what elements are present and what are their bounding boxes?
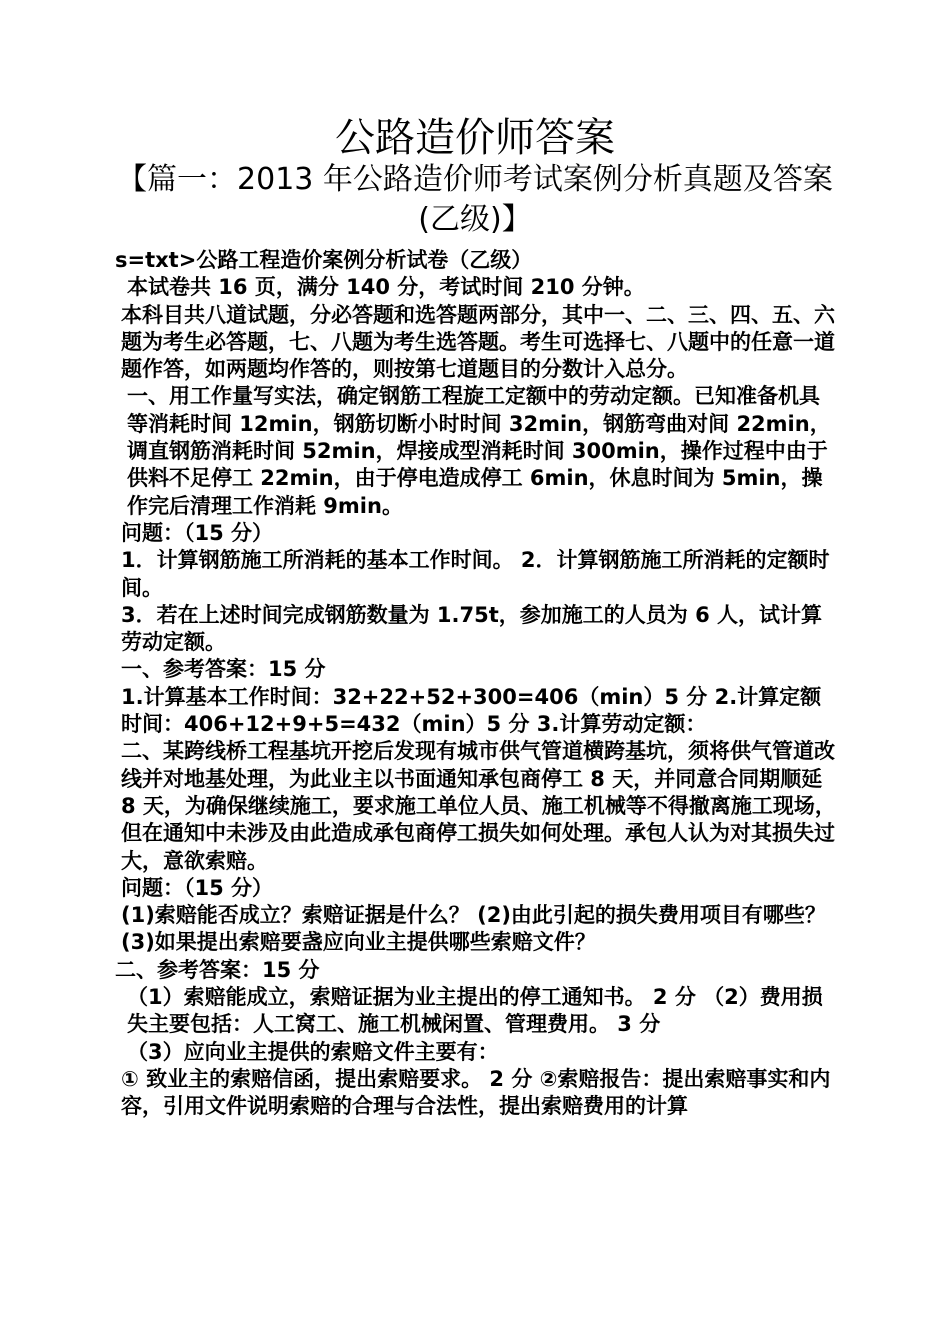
paragraph-answer-2-body: （1）索赔能成立，索赔证据为业主提出的停工通知书。 2 分 （2）费用损失主要包括：人工窝工、施工机械闲置、管理费用。 3 分 — [127, 985, 823, 1037]
paragraph-question-1-item-3: 3．若在上述时间完成钢筋数量为 1.75t，参加施工的人员为 6 人，试计算劳动定额。 — [121, 602, 823, 655]
paragraph-exam-rules: 本科目共八道试题，分必答题和选答题两部分，其中一、二、三、四、五、六题为考生必答题，七、八题为考生选答题。考生可选择七、八题中的任意一道题作答，如两题均作答的，则按第七道题目的分数计入总分。 — [121, 302, 835, 382]
paragraph-exam-info: 本试卷共 16 页，满分 140 分，考试时间 210 分钟。 — [127, 275, 645, 300]
paragraph-question-2-points: 问题：（15 分） — [121, 875, 274, 900]
document-title: 公路造价师答案 — [335, 115, 615, 161]
paragraph-question-1: 一、用工作量写实法，确定钢筋工程旋工定额中的劳动定额。已知准备机具等消耗时间 12min，钢筋切断小时时间 32min，钢筋弯曲对间 22min，调直钢筋消耗时间 52min，焊接成型消耗时间 300min，操作过程中由于供料不足停工 22min，由于停电造成停工 6min，休息时间为 5min，操作完后清理工作消耗 9min。 — [127, 384, 831, 518]
subtitle-line-1: 【篇一：2013 年公路造价师考试案例分析真题及答案 — [117, 162, 833, 197]
paragraph-answer-2-header: 二、参考答案：15 分 — [115, 957, 320, 982]
paragraph-answer-1-header: 一、参考答案：15 分 — [121, 657, 326, 682]
paragraph-question-1-points: 问题：（15 分） — [121, 520, 274, 545]
paragraph-exam-header: s=txt>公路工程造价案例分析试卷（乙级） — [115, 248, 533, 272]
paragraph-answer-1-body: 1.计算基本工作时间：32+22+52+300=406（min）5 分 2.计算定额时间：406+12+9+5=432（min）5 分 3.计算劳动定额： — [121, 684, 822, 737]
document-subtitle — [100, 160, 850, 240]
paragraph-question-1-items: 1．计算钢筋施工所消耗的基本工作时间。 2．计算钢筋施工所消耗的定额时间。 — [121, 548, 830, 600]
paragraph-answer-2-item-3: （3）应向业主提供的索赔文件主要有： — [127, 1039, 499, 1064]
subtitle-line-2: (乙级)】 — [418, 202, 532, 237]
paragraph-question-2-item-3: (3)如果提出索赔要盏应向业主提供哪些索赔文件？ — [121, 930, 596, 955]
paragraph-question-2-items: (1)索赔能否成立？索赔证据是什么？ (2)由此引起的损失费用项目有哪些？ — [121, 903, 826, 928]
paragraph-answer-2-documents: ① 致业主的索赔信函，提出索赔要求。 2 分 ②索赔报告：提出索赔事实和内容，引用文件说明索赔的合理与合法性，提出索赔费用的计算 — [121, 1066, 831, 1119]
document-body — [115, 247, 840, 1121]
paragraph-question-2: 二、某跨线桥工程基坑开挖后发现有城市供气管道横跨基坑，须将供气管道改线并对地基处理，为此业主以书面通知承包商停工 8 天，并同意合同期顺延 8 天，为确保继续施工，要求施工单位人员、施工机械等不得撤离施工现场，但在通知中未涉及由此造成承包商停工损失如何处理。承包人认为对其损失过大，意欲索赔。 — [121, 739, 836, 873]
